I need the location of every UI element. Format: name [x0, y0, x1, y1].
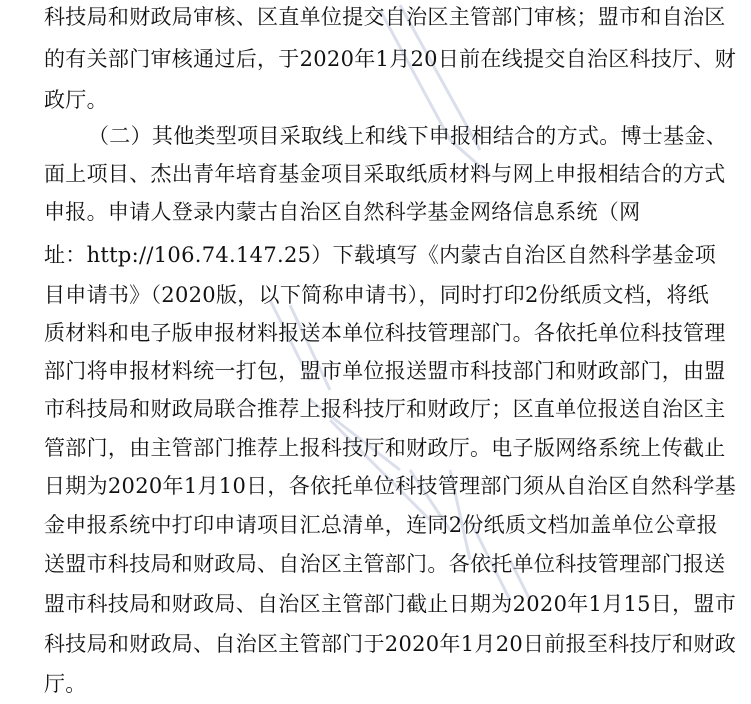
- paragraph-line-17: 科技局和财政局、自治区主管部门于2020年1月20日前报至科技厅和财政: [44, 632, 737, 656]
- paragraph-line-5: 面上项目、杰出青年培育基金项目采取纸质材料与网上申报相结合的方式: [44, 162, 726, 186]
- paragraph-line-2: 的有关部门审核通过后，于2020年1月20日前在线提交自治区科技厅、财: [44, 47, 737, 71]
- paragraph-line-10: 部门将申报材料统一打包，盟市单位报送盟市科技部门和财政部门，由盟: [44, 359, 726, 383]
- paragraph-line-13: 日期为2020年1月10日，各依托单位科技管理部门须从自治区自然科学基: [44, 474, 737, 498]
- paragraph-line-15: 送盟市科技局和财政局、自治区主管部门。各依托单位科技管理部门报送: [44, 552, 726, 576]
- paragraph-line-6: 申报。申请人登录内蒙古自治区自然科学基金网络信息系统（网: [44, 200, 641, 224]
- paragraph-line-18: 厅。: [44, 672, 87, 696]
- paragraph-line-14: 金申报系统中打印申请项目汇总清单，连同2份纸质文档加盖单位公章报: [44, 513, 718, 537]
- paragraph-line-1: 科技局和财政局审核、区直单位提交自治区主管部门审核；盟市和自治区: [44, 5, 726, 29]
- paragraph-line-8: 目申请书》（2020版，以下简称申请书），同时打印2份纸质文档，将纸: [44, 283, 710, 307]
- paragraph-line-12: 管部门，由主管部门推荐上报科技厅和财政厅。电子版网络系统上传截止: [44, 436, 726, 460]
- section-two-line-1: （二）其他类型项目采取线上和线下申报相结合的方式。博士基金、: [88, 124, 727, 148]
- paragraph-line-11: 市科技局和财政局联合推荐上报科技厅和财政厅；区直单位报送自治区主: [44, 397, 726, 421]
- paragraph-line-7-url: 址：http://106.74.147.25）下载填写《内蒙古自治区自然科学基金项: [44, 243, 717, 267]
- paragraph-line-9: 质材料和电子版申报材料报送本单位科技管理部门。各依托单位科技管理: [44, 321, 726, 345]
- paragraph-line-3: 政厅。: [44, 88, 108, 112]
- paragraph-line-16: 盟市科技局和财政局、自治区主管部门截止日期为2020年1月15日，盟市: [44, 592, 737, 616]
